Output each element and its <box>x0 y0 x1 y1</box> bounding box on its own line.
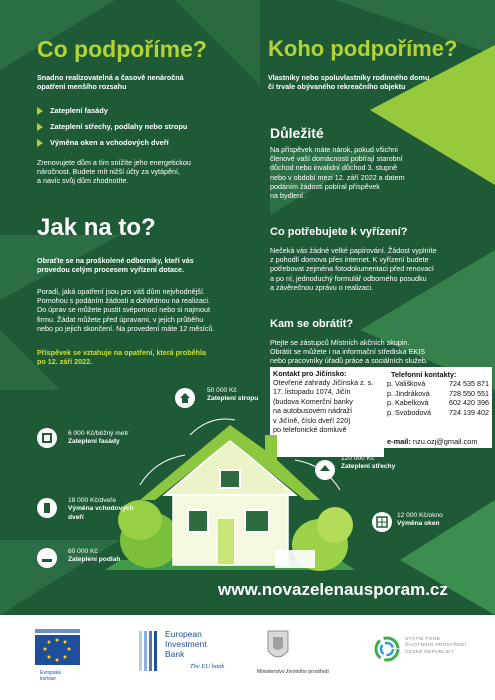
price-amount: 120 000 Kč <box>341 455 375 462</box>
heading-whom-we-support: Koho podpoříme? <box>268 36 458 61</box>
where-body <box>270 338 428 366</box>
price-floor <box>68 548 120 565</box>
bullet-item <box>37 106 187 115</box>
sfzp-name <box>405 637 466 656</box>
intro-line: Vlastníky nebo spoluvlastníky rodinného domu <box>268 73 430 82</box>
heading-what-you-need: Co potřebujete k vyřízení? <box>270 226 408 238</box>
price-label: Zateplení stropu <box>207 395 259 403</box>
price-amount: 60 000 Kč <box>68 548 98 555</box>
price-amount: 12 000 Kč/okno <box>397 512 443 519</box>
phone-contact-box <box>384 367 492 435</box>
what-body <box>37 158 191 186</box>
intro-line: provedou celým procesem vyřízení dotace. <box>37 265 184 275</box>
house-illustration <box>95 400 365 580</box>
price-ceiling <box>207 387 258 404</box>
body-line: a závěrečnou zprávu o realizaci. <box>270 282 374 292</box>
price-label: Výměna vchodových dveří <box>68 505 134 521</box>
sfzp-name-line: STÁTNÍ FOND <box>405 637 441 642</box>
contact-phone[interactable]: 602 420 396 <box>449 398 489 408</box>
price-window <box>397 512 443 529</box>
body-line: na bydlení. <box>270 191 306 201</box>
what-intro <box>37 73 184 91</box>
body-line: z pohodlí domova přes internet. K vyřízení budete <box>270 255 429 265</box>
price-facade <box>68 430 128 447</box>
need-body <box>270 246 437 292</box>
whom-intro <box>268 73 429 91</box>
heading-how: Jak na to? <box>37 214 156 241</box>
phone-contact-title: Telefonní kontakty: <box>391 370 457 379</box>
bullet-item <box>37 138 187 147</box>
office-line: 17. listopadu 1074, Jičín <box>273 387 351 397</box>
office-line: na autobusovém nádraží <box>273 406 353 416</box>
intro-line: či trvale obývaného rekreačního objektu <box>268 82 406 92</box>
phone-row <box>387 398 489 408</box>
arrow-icon <box>37 139 43 147</box>
facade-insulation-icon <box>37 428 57 448</box>
body-line: a navíc svůj dům zhodnotíte. <box>37 176 129 186</box>
price-label: Zateplení fasády <box>68 438 120 446</box>
bullet-label: Výměna oken a vchodových dveří <box>50 138 169 147</box>
office-line: (budova Komerční banky <box>273 396 353 406</box>
bullet-label: Zateplení střechy, podlahy nebo stropu <box>50 122 188 131</box>
body-line: a po ní, jednoduchý formulář odborného posudku <box>270 273 427 283</box>
price-door <box>68 497 138 522</box>
office-contact-title: Kontakt pro Jičínsko: <box>273 369 347 378</box>
heading-what-we-support: Co podpoříme? <box>37 36 207 62</box>
window-replacement-icon <box>372 512 392 532</box>
body-line: Na příspěvek máte nárok, pokud všichni <box>270 145 398 154</box>
eu-label-line: Evropská <box>40 670 61 676</box>
ministry-emblem-icon <box>265 629 291 665</box>
ceiling-insulation-icon <box>175 388 195 408</box>
sfzp-name-line: ŽIVOTNÍHO PROSTŘEDÍ <box>405 643 467 649</box>
important-body <box>270 145 405 200</box>
phone-row <box>387 408 489 418</box>
heading-where-to-turn: Kam se obrátit? <box>270 318 354 330</box>
price-amount: 6 000 Kč/běžný metr <box>68 430 129 437</box>
office-line: po telefonické domluvě <box>273 425 347 435</box>
contact-phone[interactable]: 728 550 551 <box>449 388 489 398</box>
body-line: firmu. Žádat můžete před úpravami, v jejich průběhu <box>37 314 204 324</box>
phone-row <box>387 389 489 399</box>
footer-logos <box>0 615 495 700</box>
price-amount: 50 000 Kč <box>207 387 237 394</box>
body-line: důchod nebo invalidní důchod 3. stupně <box>270 163 398 173</box>
body-line: Pomohou s podáním žádosti a dohlédnou na realizaci. <box>37 296 211 306</box>
heading-important: Důležité <box>270 125 324 141</box>
body-line: Poradí, jaká opatření jsou pro váš dům nejvhodnější. <box>37 287 205 296</box>
eib-name <box>165 629 207 659</box>
contact-name: p. Vališková <box>387 379 426 388</box>
body-line: Do úprav se můžete pustit svépomocí nebo si najmout <box>37 305 210 315</box>
contact-name: p. Svobodová <box>387 407 431 417</box>
email-label: e-mail: <box>387 437 411 446</box>
body-line: Nečeká vás žádné velké papírování. Žádost vyplníte <box>270 246 437 255</box>
website-link[interactable]: www.novazelenausporam.cz <box>218 580 448 599</box>
body-line: Zrenovujete dům a tím snížíte jeho energetickou <box>37 158 191 167</box>
arrow-icon <box>37 107 43 115</box>
intro-line: Obraťte se na proškolené odborníky, kteří vás <box>37 256 194 265</box>
sfzp-logo-icon <box>373 635 401 663</box>
ministry-name: Ministerstvo životního prostředí <box>257 669 329 675</box>
eib-name-line: European <box>165 629 202 639</box>
door-replacement-icon <box>37 498 57 518</box>
intro-line: Snadno realizovatelná a časově nenáročná <box>37 73 184 82</box>
body-line: Obrátit se můžete i na informační střediska EKIS <box>270 347 425 357</box>
body-line: podáním žádosti pobíral příspěvek <box>270 181 380 191</box>
contact-name: p. Kabelková <box>387 398 429 408</box>
highlight-line: Příspěvek se vztahuje na opatření, která proběhla <box>37 348 206 357</box>
roof-insulation-icon <box>315 460 335 480</box>
office-line: v Jičíně, číslo dveří 220) <box>273 415 351 425</box>
body-line: nebo pracovníky úřadů práce a sociálních služeb. <box>270 356 428 366</box>
support-bullets <box>37 106 187 154</box>
how-body <box>37 287 214 333</box>
eu-label <box>40 670 61 682</box>
body-line: potřebovat zejména fotodokumentaci před renovací <box>270 264 434 274</box>
price-roof <box>341 455 395 472</box>
body-line: Ptejte se zástupců Místních akčních skupin. <box>270 338 410 347</box>
arrow-icon <box>37 123 43 131</box>
price-label: Zateplení střechy <box>341 463 396 471</box>
how-highlight <box>37 348 206 367</box>
sfzp-name-line: ČESKÉ REPUBLIKY <box>405 649 455 655</box>
office-line: Otevřené zahrady Jičínska z. s. <box>273 378 374 387</box>
contact-name: p. Jindráková <box>387 388 430 398</box>
eib-tagline: The EU bank <box>190 663 225 670</box>
contact-phone[interactable]: 724 535 871 <box>449 379 489 388</box>
how-intro <box>37 256 194 274</box>
body-line: nebo po jejich skončení. Na provedení máte 12 měsíců. <box>37 323 215 333</box>
phone-row <box>387 379 489 389</box>
eib-name-line: Investment <box>165 639 207 649</box>
floor-insulation-icon <box>37 548 57 568</box>
contact-phone[interactable]: 724 139 402 <box>449 407 489 417</box>
price-amount: 18 000 Kč/dveře <box>68 497 117 504</box>
intro-line: opatření menšího rozsahu <box>37 82 127 92</box>
body-line: nebo v období mezi 12. září 2022 a datem <box>270 172 405 182</box>
eu-label-line: komise <box>40 676 56 682</box>
price-label: Výměna oken <box>397 520 440 528</box>
bullet-item <box>37 122 187 131</box>
body-line: členové vaší domácnosti pobírají starobní <box>270 154 403 164</box>
price-label: Zateplení podlah <box>68 556 121 564</box>
eib-name-line: Bank <box>165 649 185 659</box>
bullet-label: Zateplení fasády <box>50 106 108 115</box>
body-line: náročnost. Budete mít nižší účty za vytápění, <box>37 167 181 177</box>
email-box <box>384 435 492 448</box>
european-commission-logo <box>30 627 85 672</box>
email-link[interactable]: nzu.ozj@gmail.com <box>412 437 478 446</box>
eib-logo-icon <box>138 629 160 674</box>
highlight-line: po 12. září 2022. <box>37 357 93 367</box>
